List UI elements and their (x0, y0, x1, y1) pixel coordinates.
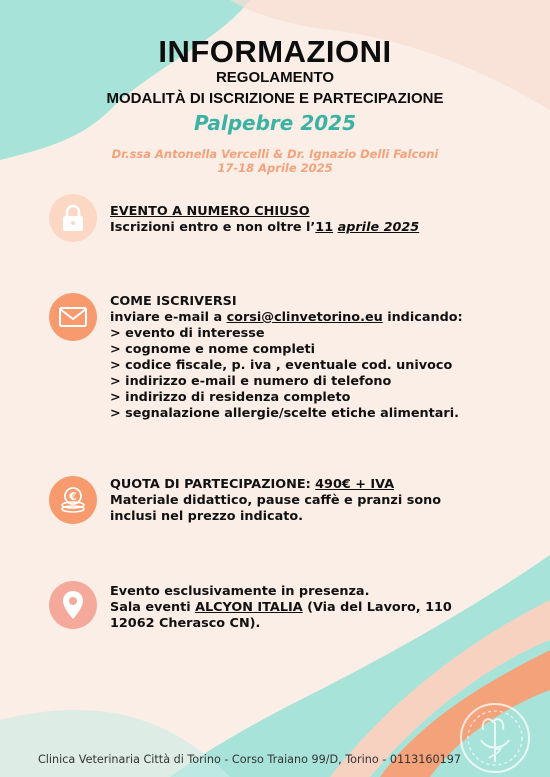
numero-chiuso-text (110, 220, 419, 236)
section-quota (110, 477, 441, 525)
quota-price: 490€ + IVA (315, 477, 395, 492)
svg-text:€: € (69, 490, 77, 503)
event-dates: 17-18 Aprile 2025 (217, 161, 333, 175)
page-title: INFORMAZIONI (158, 34, 392, 69)
venue-name: ALCYON ITALIA (195, 600, 303, 615)
email-link[interactable]: corsi@clinvetorino.eu (226, 310, 383, 325)
list-item: > segnalazione allergie/scelte etiche alimentari. (110, 406, 459, 421)
list-item: > cognome e nome completi (110, 342, 316, 357)
section-come-iscriversi (110, 294, 463, 422)
sede-prefix: Sala eventi (110, 600, 196, 615)
location-pin-icon (49, 581, 97, 629)
footer-contact: Clinica Veterinaria Città di Torino - Corso Traiano 99/D, Torino - 0113160197 (38, 753, 461, 766)
quota-heading (110, 477, 441, 493)
event-brand-name: Palpebre 2025 (194, 111, 356, 135)
deadline-month-year: aprile 2025 (337, 220, 420, 235)
list-item: > indirizzo di residenza completo (110, 390, 351, 405)
quota-line3: inclusi nel prezzo indicato. (110, 509, 303, 524)
come-iscriversi-intro (110, 310, 463, 326)
list-item: > indirizzo e-mail e numero di telefono (110, 374, 392, 389)
list-item: > evento di interesse (110, 326, 265, 341)
come-iscriversi-heading: COME ISCRIVERSI (110, 294, 237, 309)
list-item: > codice fiscale, p. iva , eventuale cod. univoco (110, 358, 453, 373)
clinic-logo-icon (455, 700, 535, 776)
sede-line1: Evento esclusivamente in presenza. (110, 584, 370, 599)
euro-coins-icon (49, 476, 97, 524)
intro-suffix: indicando: (382, 310, 463, 325)
section-numero-chiuso (110, 204, 419, 236)
section-sede (110, 584, 452, 632)
sede-address: (Via del Lavoro, 110 (302, 600, 452, 615)
page-subtitle-modalita: MODALITÀ DI ISCRIZIONE E PARTECIPAZIONE (106, 90, 444, 107)
numero-chiuso-prefix: Iscrizioni entro e non oltre l’ (110, 220, 316, 235)
page-subtitle-regolamento: REGOLAMENTO (215, 69, 335, 86)
lock-icon (49, 194, 97, 242)
quota-line2: Materiale didattico, pause caffè e pranzi sono (110, 493, 442, 508)
numero-chiuso-heading: EVENTO A NUMERO CHIUSO (110, 204, 310, 219)
event-doctors: Dr.ssa Antonella Vercelli & Dr. Ignazio Delli Falconi (111, 147, 439, 161)
deadline-day: 11 (315, 220, 334, 235)
sede-line2 (110, 600, 452, 616)
intro-prefix: inviare e-mail a (110, 310, 227, 325)
quota-label: QUOTA DI PARTECIPAZIONE: (110, 477, 316, 492)
sede-line3: 12062 Cherasco CN). (110, 616, 261, 631)
envelope-icon (49, 293, 97, 341)
